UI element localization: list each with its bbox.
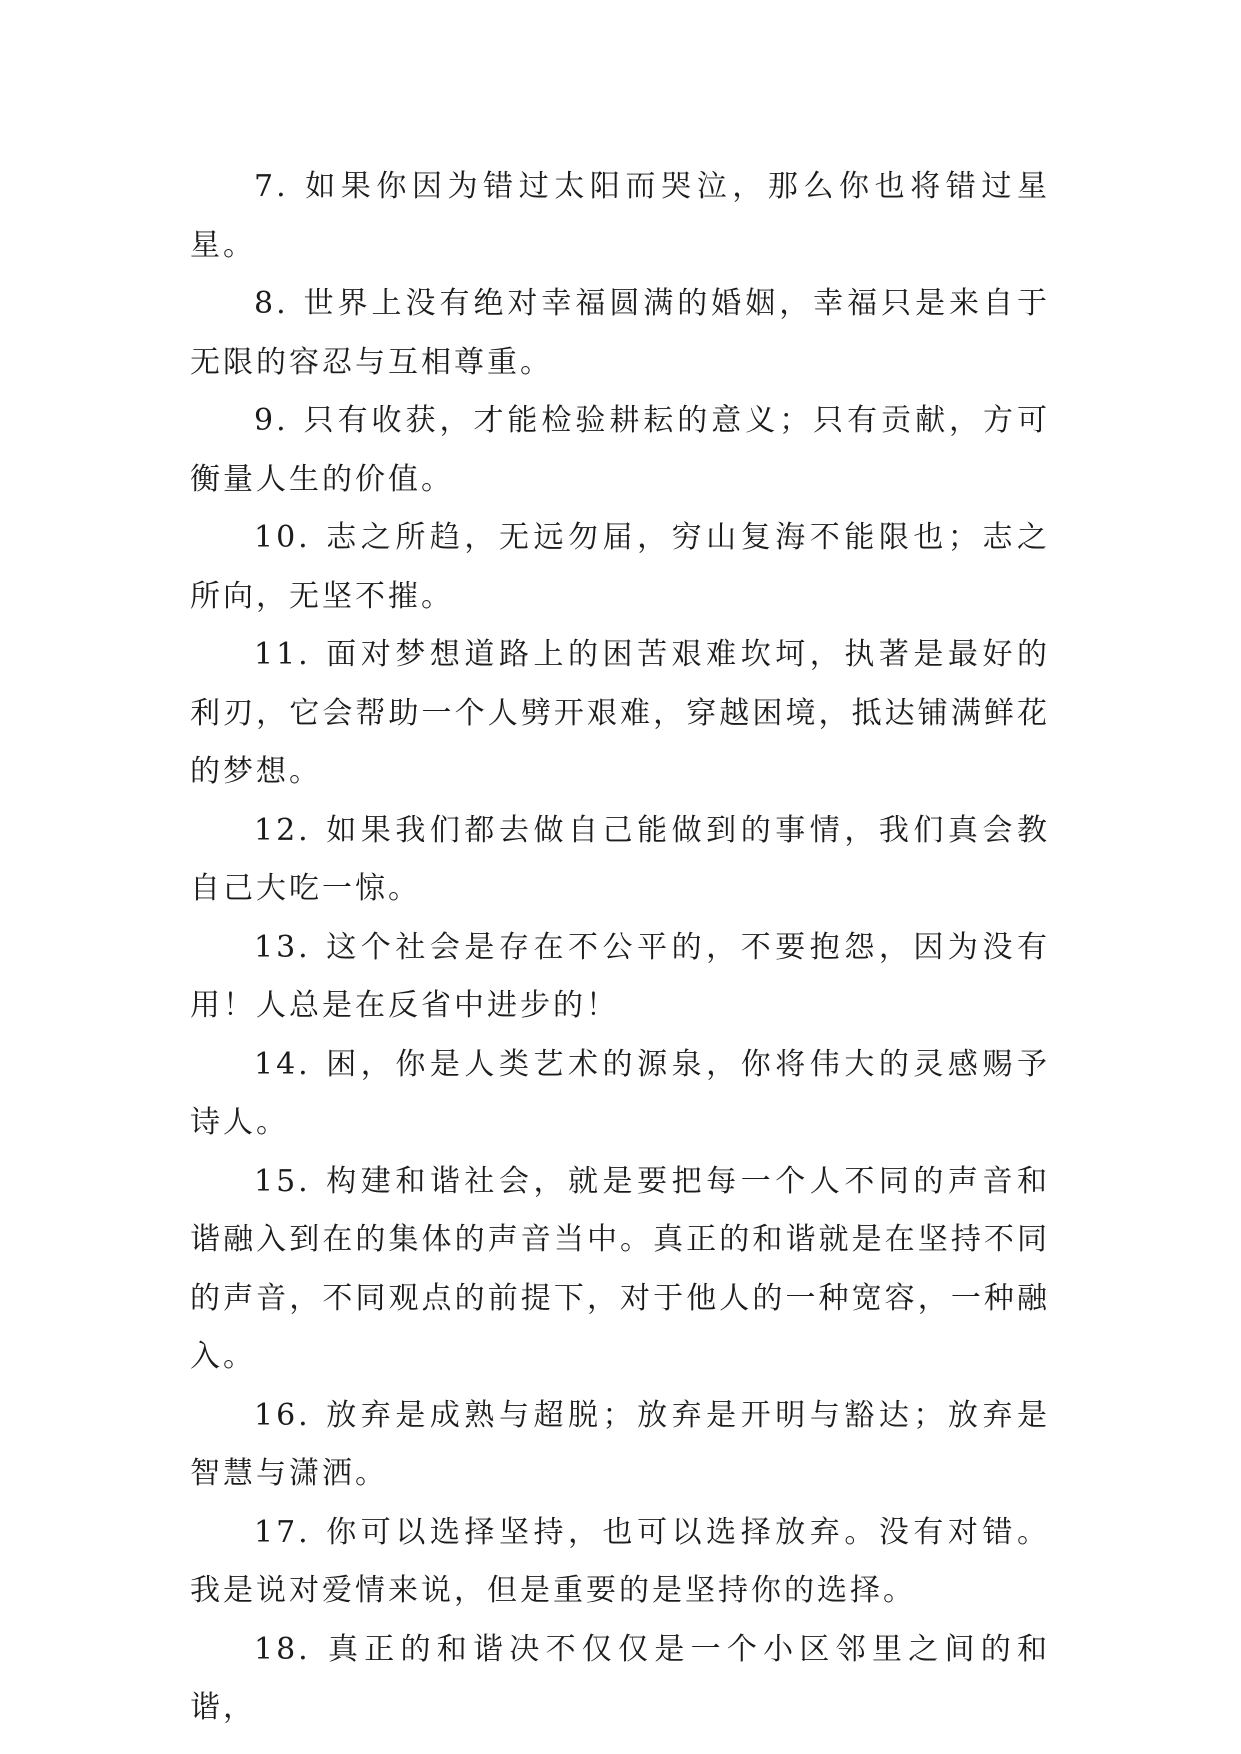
paragraph-14 — [190, 1036, 1050, 1153]
paragraph-13 — [190, 919, 1050, 1036]
paragraph-12 — [190, 802, 1050, 919]
item-number: 13. — [254, 929, 311, 965]
paragraph-16 — [190, 1387, 1050, 1504]
paragraph-8 — [190, 275, 1050, 392]
paragraph-17 — [190, 1504, 1050, 1621]
item-number: 8. — [254, 286, 289, 321]
item-number: 11. — [254, 637, 311, 672]
item-text: 放弃是成熟与超脱；放弃是开明与豁达；放弃是智慧与潇洒。 — [190, 1397, 1050, 1491]
item-text: 构建和谐社会，就是要把每一个人不同的声音和谐融入到在的集体的声音当中。真正的和谐就是在坚持不同的声音，不同观点的前提下，对于他人的一种宽容，一种融入。 — [190, 1163, 1050, 1374]
item-number: 17. — [254, 1514, 311, 1550]
item-text: 如果你因为错过太阳而哭泣，那么你也将错过星星。 — [190, 169, 1050, 263]
paragraph-15 — [190, 1153, 1050, 1387]
item-text: 如果我们都去做自己能做到的事情，我们真会教自己大吃一惊。 — [190, 812, 1050, 906]
paragraph-11 — [190, 626, 1050, 802]
paragraph-10 — [190, 509, 1050, 626]
item-number: 18. — [254, 1631, 311, 1667]
item-text: 这个社会是存在不公平的，不要抱怨，因为没有用！人总是在反省中进步的！ — [190, 929, 1050, 1023]
item-number: 12. — [254, 812, 311, 848]
item-text: 世界上没有绝对幸福圆满的婚姻，幸福只是来自于无限的容忍与互相尊重。 — [190, 286, 1050, 380]
item-number: 16. — [254, 1397, 311, 1433]
item-number: 15. — [254, 1163, 311, 1199]
item-text: 志之所趋，无远勿届，穷山复海不能限也；志之所向，无坚不摧。 — [190, 520, 1050, 614]
paragraph-7 — [190, 158, 1050, 275]
paragraph-9 — [190, 392, 1050, 509]
item-number: 10. — [254, 520, 311, 555]
item-number: 14. — [254, 1046, 311, 1082]
item-number: 7. — [254, 169, 289, 204]
item-text: 困，你是人类艺术的源泉，你将伟大的灵感赐予诗人。 — [190, 1046, 1050, 1140]
item-text: 面对梦想道路上的困苦艰难坎坷，执著是最好的利刃，它会帮助一个人劈开艰难，穿越困境，抵达铺满鲜花的梦想。 — [190, 637, 1050, 789]
item-text: 真正的和谐决不仅仅是一个小区邻里之间的和谐， — [190, 1631, 1050, 1725]
paragraph-18 — [190, 1621, 1050, 1738]
document-body — [190, 158, 1050, 1738]
item-text: 只有收获，才能检验耕耘的意义；只有贡献，方可衡量人生的价值。 — [190, 403, 1050, 497]
item-text: 你可以选择坚持，也可以选择放弃。没有对错。我是说对爱情来说，但是重要的是坚持你的选择。 — [190, 1514, 1050, 1608]
item-number: 9. — [254, 403, 289, 438]
